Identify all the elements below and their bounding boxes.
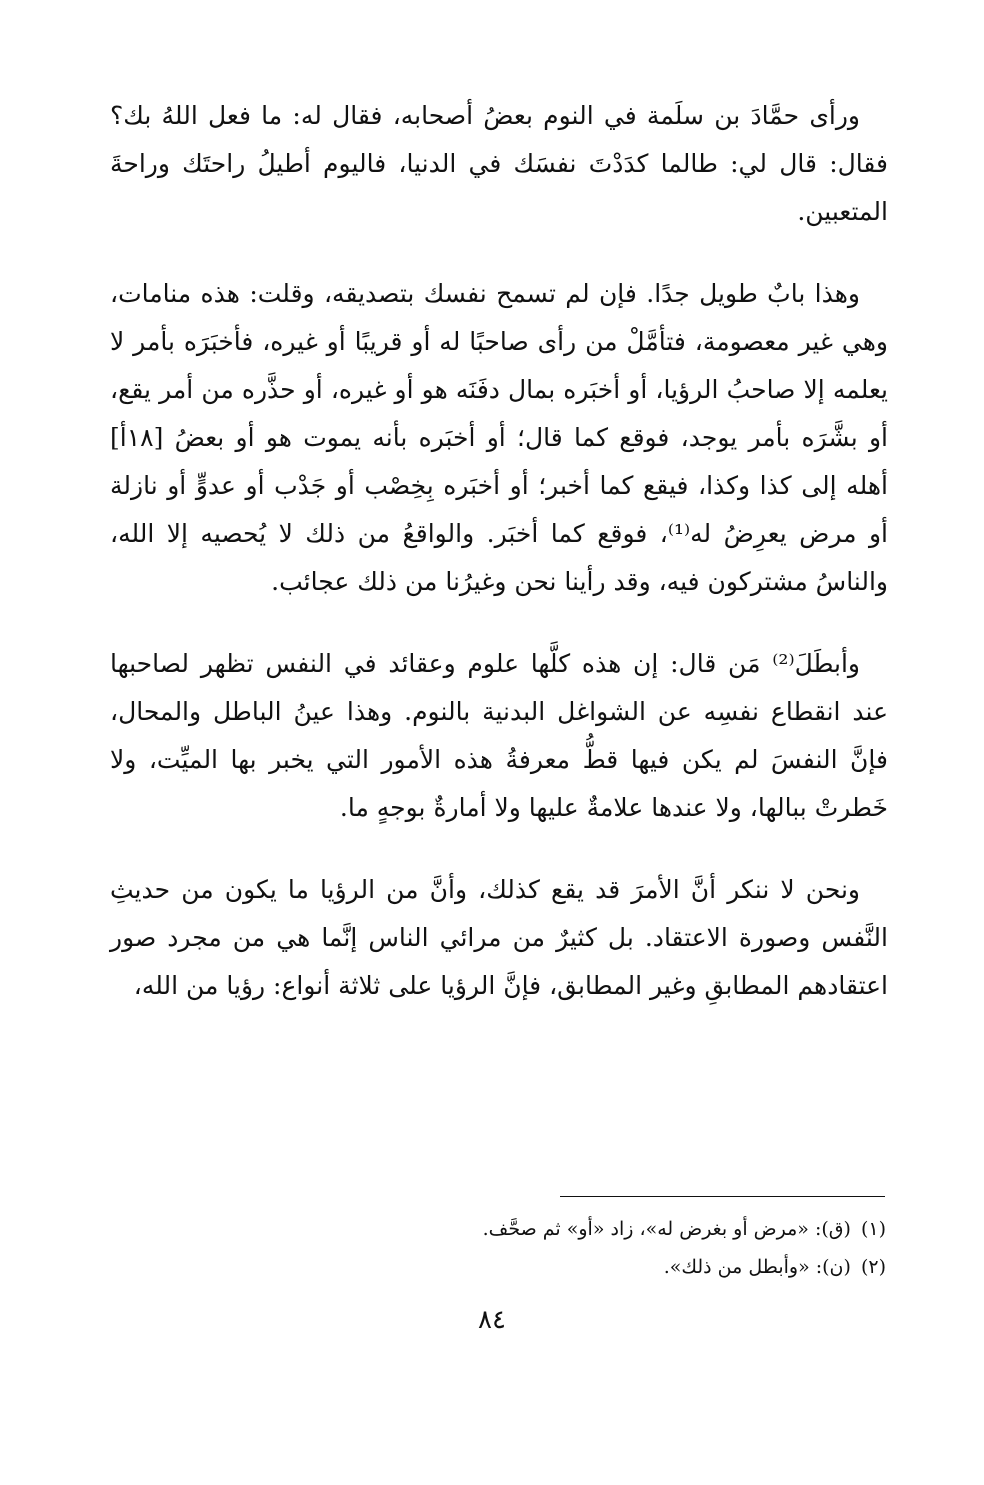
footnote-2: [560, 1248, 886, 1286]
paragraph-2: وهذا بابٌ طويل جدًا. فإن لم تسمح نفسك بتصديقه، وقلت: هذه منامات، وهي غير معصومة، فتأمَّلْ من رأى صاحبًا له أو قريبًا أو غيره، فأخبَرَه بأمر لا يعلمه إلا صاحبُ الرؤيا، أو أخبَره بمال دفَنَه هو أو غيره، أو حذَّره من أمر يقع، أو بشَّرَه بأمر يوجد، فوقع كما قال؛ أو أخبَره بأنه يموت هو أو بعضُ [١٨أ] أهله إلى كذا وكذا، فيقع كما أخبر؛ أو أخبَره بِخِصْب أو جَدْب أو عدوٍّ أو نازلة أو مرض يعرِضُ له⁽¹⁾، فوقع كما أخبَر. والواقعُ من ذلك لا يُحصيه إلا الله، والناسُ مشتركون فيه، وقد رأينا نحن وغيرُنا من ذلك عجائب.: [110, 279, 888, 596]
paragraph-1: ورأى حمَّادَ بن سلَمة في النوم بعضُ أصحابه، فقال له: ما فعل اللهُ بك؟ فقال: قال لي: طالما كدَدْتَ نفسَك في الدنيا، فاليوم أطيلُ راحتَك وراحةَ المتعبين.: [110, 101, 888, 226]
footnote-1: [482, 1210, 886, 1248]
footnote-divider: [560, 1196, 885, 1197]
footnotes: [482, 1210, 886, 1286]
paragraph-3: وأبطَلَ⁽²⁾ مَن قال: إن هذه كلَّها علوم وعقائد في النفس تظهر لصاحبها عند انقطاع نفسِه عن الشواغل البدنية بالنوم. وهذا عينُ الباطل والمحال، فإنَّ النفسَ لم يكن فيها قطُّ معرفةُ هذه الأمور التي يخبر بها الميِّت، ولا خَطرتْ ببالها، ولا عندها علامةٌ عليها ولا أمارةٌ بوجهٍ ما.: [110, 649, 888, 822]
page-number: ٨٤: [478, 1305, 506, 1335]
footnote-number: (٢): [860, 1256, 886, 1278]
footnote-number: (١): [860, 1218, 886, 1240]
paragraph-4: ونحن لا ننكر أنَّ الأمرَ قد يقع كذلك، وأنَّ من الرؤيا ما يكون من حديثِ النَّفس وصورة الاعتقاد. بل كثيرٌ من مرائي الناس إنَّما هي من مجرد صور اعتقادهم المطابقِ وغير المطابق، فإنَّ الرؤيا على ثلاثة أنواع: رؤيا من الله،: [110, 875, 888, 1000]
footnote-text: (ن): «وأبطل من ذلك».: [663, 1256, 851, 1278]
main-text: [110, 92, 888, 1010]
footnote-text: (ق): «مرض أو بغرض له»، زاد «أو» ثم صحَّف.: [482, 1218, 851, 1240]
